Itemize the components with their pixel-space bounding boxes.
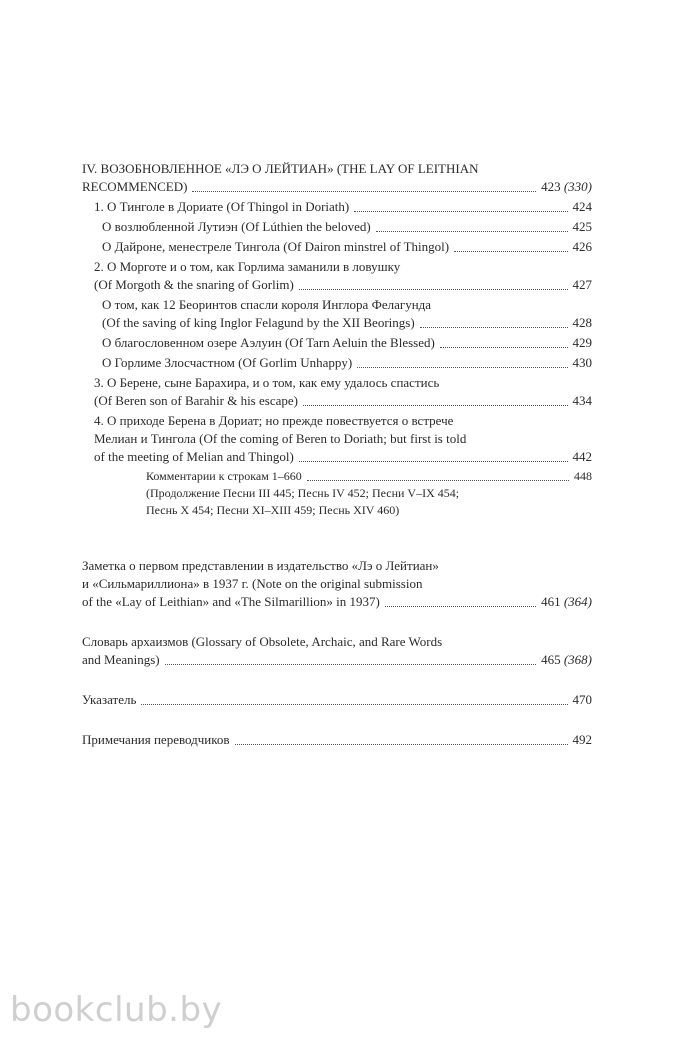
- toc-entry-text: (Продолжение Песни III 445; Песнь IV 452; Песни V–IX 454;: [146, 486, 460, 500]
- page-number: 448: [574, 469, 592, 483]
- page-number: 429: [572, 335, 592, 350]
- toc-entry-ch2c: [102, 354, 592, 372]
- dot-leader: [307, 479, 569, 481]
- dot-leader: [454, 250, 567, 252]
- toc-entry-ch2: [94, 258, 592, 294]
- toc-entry-ch1: [94, 198, 592, 216]
- toc-entry-ch2b: [102, 334, 592, 352]
- toc-entry-commentary: [146, 468, 592, 519]
- toc-entry-text: 3. О Берене, сыне Барахира, и о том, как ему удалось спастись: [94, 375, 440, 390]
- toc-entry-text: Песнь X 454; Песни XI–XIII 459; Песнь XIV 460): [146, 503, 400, 517]
- dot-leader: [385, 605, 536, 607]
- toc-entry-text: О Дайроне, менестреле Тингола (Of Dairon minstrel of Thingol): [102, 239, 450, 254]
- toc-entry-text: Заметка о первом представлении в издательство «Лэ о Лейтиан»: [82, 558, 439, 573]
- page-number: 427: [572, 277, 592, 292]
- page-number: 425: [572, 219, 592, 234]
- toc-entry-text: Словарь архаизмов (Glossary of Obsolete, Archaic, and Rare Words: [82, 634, 443, 649]
- toc-entry-text: IV. ВОЗОБНОВЛЕННОЕ «ЛЭ О ЛЕЙТИАН» (THE LAY OF LEITHIAN: [82, 161, 479, 176]
- toc-entry-translators-notes: [82, 731, 592, 749]
- toc-entry-text: and Meanings): [82, 652, 160, 667]
- toc-entry-text: (Of the saving of king Inglor Felagund by the XII Beorings): [102, 315, 415, 330]
- dot-leader: [192, 190, 536, 192]
- toc-entry-text: О Горлиме Злосчастном (Of Gorlim Unhappy): [102, 355, 353, 370]
- toc-entry-text: О том, как 12 Беоринтов спасли короля Инглора Фелагунда: [102, 297, 432, 312]
- toc-entry-note: [82, 557, 592, 611]
- page-number: 461 (364): [541, 594, 592, 609]
- page-number: 428: [572, 315, 592, 330]
- toc-entry-ch1b: [102, 238, 592, 256]
- toc-entry-part4: [82, 160, 592, 196]
- page-number: 423 (330): [541, 179, 592, 194]
- page-number: 442: [572, 449, 592, 464]
- dot-leader: [376, 230, 568, 232]
- page-number: 470: [572, 692, 592, 707]
- table-of-contents: [82, 160, 592, 749]
- toc-entry-text: of the meeting of Melian and Thingol): [94, 449, 294, 464]
- toc-entry-text: Примечания переводчиков: [82, 732, 230, 747]
- dot-leader: [299, 288, 568, 290]
- watermark: bookclub.by: [10, 990, 223, 1030]
- dot-leader: [354, 210, 567, 212]
- dot-leader: [303, 404, 568, 406]
- toc-entry-text: of the «Lay of Leithian» and «The Silmarillion» in 1937): [82, 594, 380, 609]
- toc-entry-text: (Of Beren son of Barahir & his escape): [94, 393, 298, 408]
- toc-entry-text: 2. О Морготе и о том, как Горлима заманили в ловушку: [94, 259, 401, 274]
- dot-leader: [235, 743, 568, 745]
- toc-entry-ch4: [94, 412, 592, 466]
- toc-entry-text: О возлюбленной Лутиэн (Of Lúthien the beloved): [102, 219, 371, 234]
- dot-leader: [299, 460, 568, 462]
- page-number: 430: [572, 355, 592, 370]
- page-number: 426: [572, 239, 592, 254]
- dot-leader: [420, 326, 568, 328]
- toc-entry-ch1a: [102, 218, 592, 236]
- page-number: 424: [572, 199, 592, 214]
- toc-entry-text: 1. О Тинголе в Дориате (Of Thingol in Doriath): [94, 199, 350, 214]
- toc-entry-text: Мелиан и Тингола (Of the coming of Beren to Doriath; but first is told: [94, 431, 467, 446]
- toc-entry-ch3: [94, 374, 592, 410]
- toc-entry-text: О благословенном озере Аэлуин (Of Tarn Aeluin the Blessed): [102, 335, 435, 350]
- dot-leader: [165, 663, 536, 665]
- toc-entry-glossary: [82, 633, 592, 669]
- toc-entry-text: RECOMMENCED): [82, 179, 188, 194]
- page-number: 492: [572, 732, 592, 747]
- toc-entry-text: (Of Morgoth & the snaring of Gorlim): [94, 277, 294, 292]
- dot-leader: [357, 366, 567, 368]
- toc-entry-text: Указатель: [82, 692, 137, 707]
- toc-entry-text: Комментарии к строкам 1–660: [146, 469, 302, 483]
- dot-leader: [141, 703, 567, 705]
- toc-entry-index: [82, 691, 592, 709]
- toc-entry-text: и «Сильмариллиона» в 1937 г. (Note on the original submission: [82, 576, 423, 591]
- toc-entry-text: 4. О приходе Берена в Дориат; но прежде повествуется о встрече: [94, 413, 454, 428]
- toc-entry-ch2a: [102, 296, 592, 332]
- dot-leader: [440, 346, 568, 348]
- page-number: 434: [572, 393, 592, 408]
- page-number: 465 (368): [541, 652, 592, 667]
